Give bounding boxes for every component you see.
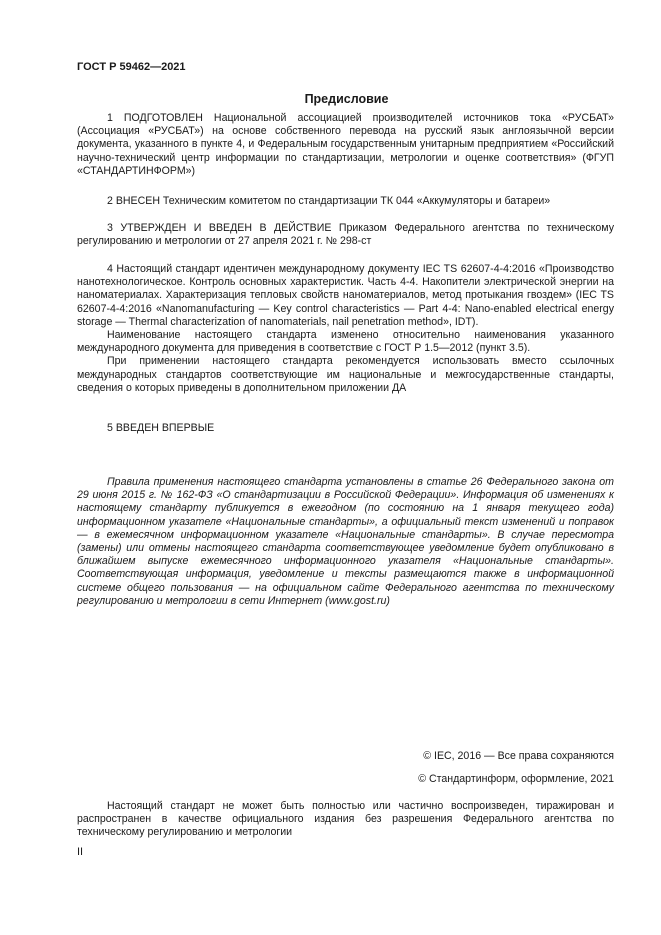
item-5: 5 ВВЕДЕН ВПЕРВЫЕ	[107, 422, 215, 434]
copyright-standartinform: © Стандартинформ, оформление, 2021	[418, 773, 614, 785]
page-number: II	[77, 846, 84, 858]
item-4: 4 Настоящий стандарт идентичен международному документу IEC TS 62607-4-4:2016 «Производство нанотехнологическое. Контроль основных характеристик. Часть 4-4. Накопители электрической энергии на наноматериалах. Характеризация тепловых свойств наноматериалов, метод протыкания гвоздем» (IEC TS 62607-4-4:2016 «Nanomanufacturing — Key control characteristics — Part 4-4: Nano-enabled electrical energy storage — Thermal characterization of nanomaterials, nail penetration method», IDT).	[77, 263, 614, 328]
item-4-name-note: Наименование настоящего стандарта изменено относительно наименования указанного международного документа для приведения в соответствие с ГОСТ Р 1.5—2012 (пункт 3.5).	[77, 329, 614, 355]
copyright-iec: © IEC, 2016 — Все права сохраняются	[423, 750, 614, 762]
item-1: 1 ПОДГОТОВЛЕН Национальной ассоциацией производителей источников тока «РУСБАТ» (Ассоциация «РУСБАТ») на основе собственного перевода на русский язык англоязычной версии документа, указанного в пункте 4, и Федеральным государственным унитарным предприятием «Российский научно-технический центр информации по стандартизации, метрологии и оценке соответствия» (ФГУП «СТАНДАРТИНФОРМ»)	[77, 112, 614, 177]
item-4-block	[77, 263, 614, 395]
item-4-refs-note: При применении настоящего стандарта рекомендуется использовать вместо ссылочных международных стандартов соответствующие им национальные и межгосударственные стандарты, сведения о которых приведены в дополнительном приложении ДА	[77, 355, 614, 394]
page-title: Предисловие	[304, 92, 389, 106]
standard-id: ГОСТ Р 59462—2021	[77, 61, 186, 73]
item-2: 2 ВНЕСЕН Техническим комитетом по стандартизации ТК 044 «Аккумуляторы и батареи»	[107, 195, 551, 207]
reproduction-notice: Настоящий стандарт не может быть полностью или частично воспроизведен, тиражирован и распространен в качестве официального издания без разрешения Федерального агентства по техническому регулированию и метрологии	[77, 800, 614, 839]
item-3: 3 УТВЕРЖДЕН И ВВЕДЕН В ДЕЙСТВИЕ Приказом Федерального агентства по техническому регулированию и метрологии от 27 апреля 2021 г. № 298-ст	[77, 222, 614, 248]
rules-notice: Правила применения настоящего стандарта установлены в статье 26 Федерального закона от 29 июня 2015 г. № 162-ФЗ «О стандартизации в Российской Федерации». Информация об изменениях к настоящему стандарту публикуется в ежегодном (по состоянию на 1 января текущего года) информационном указателе «Национальные стандарты», а официальный текст изменений и поправок — в ежемесячном информационном указателе «Национальные стандарты». В случае пересмотра (замены) или отмены настоящего стандарта соответствующее уведомление будет опубликовано в ближайшем выпуске ежемесячного информационного указателя «Национальные стандарты». Соответствующая информация, уведомление и тексты размещаются также в информационной системе общего пользования — на официальном сайте Федерального агентства по техническому регулированию и метрологии в сети Интернет (www.gost.ru)	[77, 476, 614, 607]
